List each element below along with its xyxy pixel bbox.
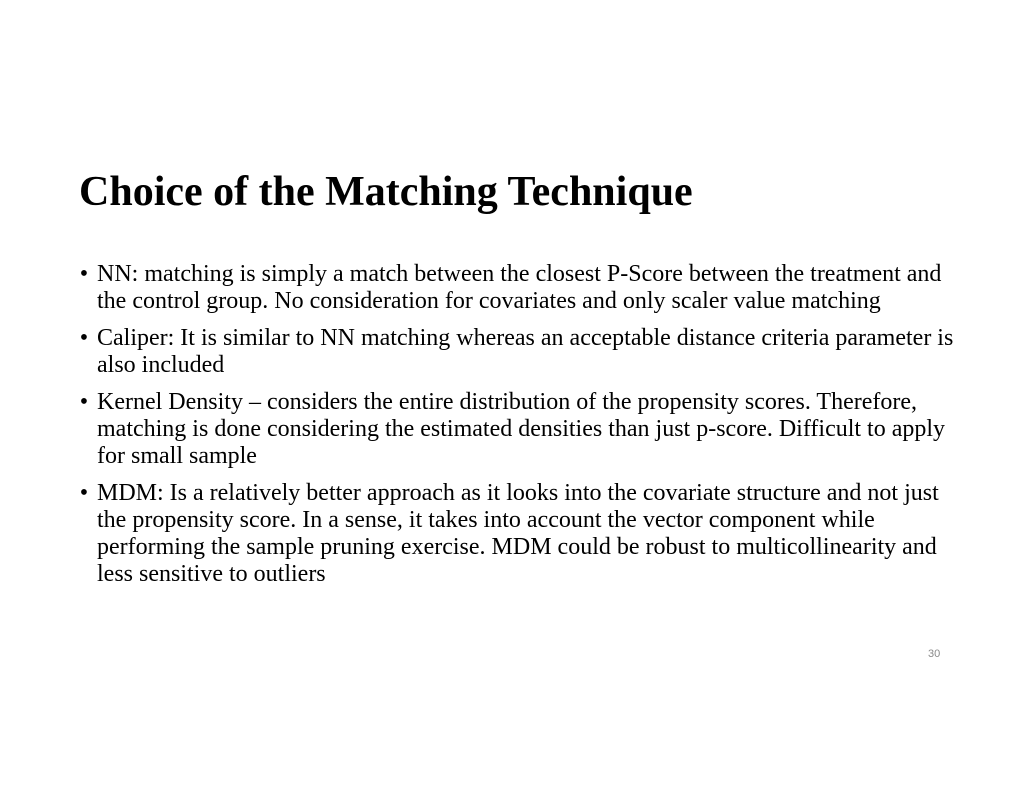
page-number: 30 [928, 648, 941, 660]
bullet-item-mdm [75, 480, 955, 588]
bullet-marker: • [79, 389, 89, 415]
bullet-item-nn [75, 261, 955, 315]
bullet-text: Kernel Density – considers the entire distribution of the propensity scores. Therefore, matching is done considering the estimated densities than just p-score. Difficult to apply for small sample [97, 389, 946, 469]
slide-title: Choice of the Matching Technique [79, 169, 693, 215]
bullet-item-kernel-density [75, 389, 955, 470]
bullet-item-caliper [75, 325, 955, 379]
bullet-text: NN: matching is simply a match between the closest P-Score between the treatment and the control group. No consideration for covariates and only scaler value matching [97, 261, 942, 314]
bullet-marker: • [79, 480, 89, 506]
bullet-marker: • [79, 261, 89, 287]
bullet-list [75, 261, 955, 598]
bullet-text: MDM: Is a relatively better approach as it looks into the covariate structure and not just the propensity score. In a sense, it takes into account the vector component while performing the sample pruning exercise. MDM could be robust to multicollinearity and less sensitive to outliers [97, 480, 939, 587]
bullet-marker: • [79, 325, 89, 351]
bullet-text: Caliper: It is similar to NN matching whereas an acceptable distance criteria parameter is also included [97, 325, 954, 378]
